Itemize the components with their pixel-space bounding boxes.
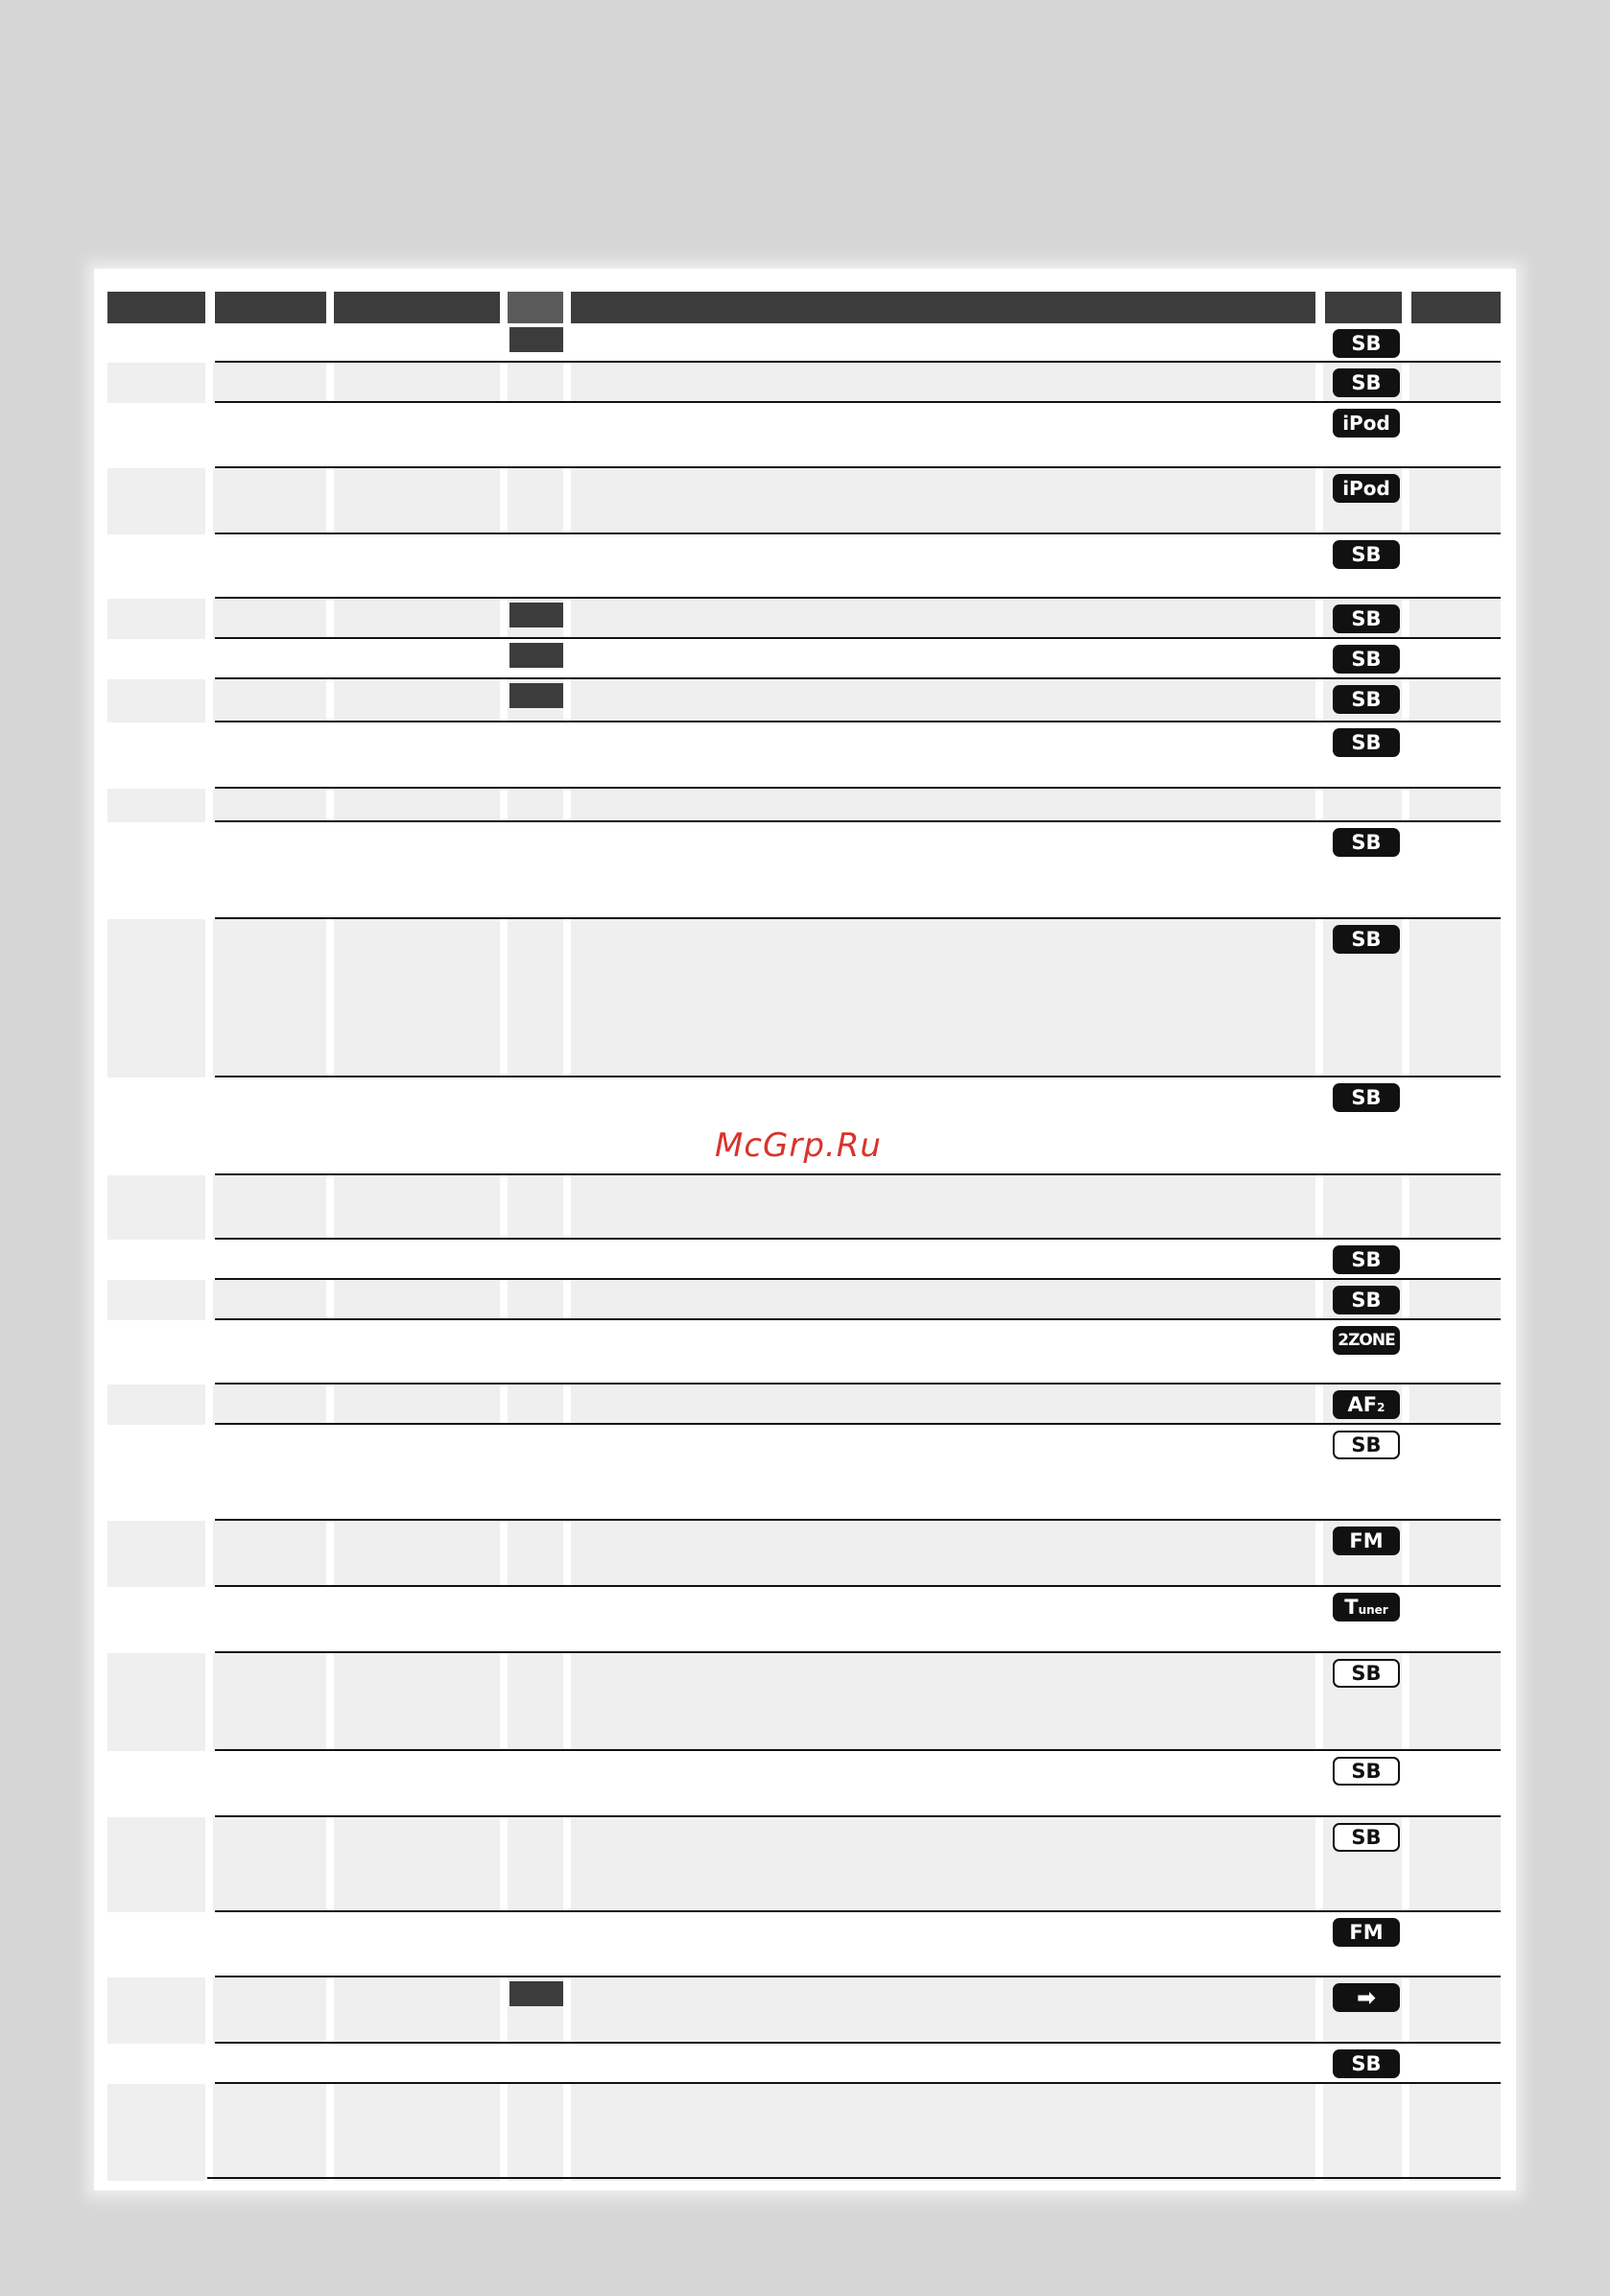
- column-separator: [326, 822, 334, 919]
- column-separator: [205, 1280, 213, 1320]
- table-row: [107, 1385, 1501, 1425]
- column-separator: [1402, 2084, 1409, 2181]
- column-separator: [1402, 2044, 1409, 2084]
- column-separator: [1315, 919, 1323, 1077]
- column-separator: [205, 919, 213, 1077]
- column-separator: [326, 1320, 334, 1385]
- badge-sublabel: uner: [1358, 1603, 1388, 1617]
- source-badge-icon: [1333, 409, 1400, 438]
- column-separator: [563, 1077, 571, 1175]
- column-separator: [563, 919, 571, 1077]
- source-badge-icon: [1333, 368, 1400, 397]
- source-badge-icon: [1333, 1823, 1400, 1852]
- column-separator: [1315, 639, 1323, 679]
- column-separator: [326, 1653, 334, 1751]
- badge-label: SB: [1351, 332, 1382, 355]
- column-separator: [500, 919, 508, 1077]
- source-badge-icon: [1333, 1326, 1400, 1355]
- source-badge-icon: [1333, 474, 1400, 503]
- source-badge-icon: [1333, 645, 1400, 674]
- column-separator: [205, 323, 213, 363]
- column-separator: [563, 2044, 571, 2084]
- column-separator: [500, 403, 508, 468]
- table-row: [107, 2084, 1501, 2181]
- column-separator: [500, 1385, 508, 1425]
- column-separator: [500, 2084, 508, 2181]
- column-separator: [563, 1425, 571, 1521]
- column-separator: [1315, 1175, 1323, 1240]
- badge-label: SB: [1351, 1289, 1382, 1312]
- badge-label: FM: [1349, 1921, 1384, 1944]
- column-separator: [500, 599, 508, 639]
- column-separator: [1315, 323, 1323, 363]
- column-separator: [500, 822, 508, 919]
- column-separator: [326, 2084, 334, 2181]
- badge-label: SB: [1351, 831, 1382, 854]
- header-cell-3: [334, 292, 500, 323]
- column-separator: [326, 1521, 334, 1587]
- source-badge-icon: [1333, 1593, 1400, 1621]
- badge-sublabel: 2: [1377, 1401, 1385, 1414]
- table-row: [107, 1751, 1501, 1817]
- table-row: [107, 1240, 1501, 1280]
- column-separator: [563, 1320, 571, 1385]
- watermark: McGrp.Ru: [715, 1126, 882, 1165]
- source-badge-icon: [1333, 1983, 1400, 2012]
- column-separator: [326, 323, 334, 363]
- column-separator: [326, 639, 334, 679]
- column-separator: [1315, 1521, 1323, 1587]
- column-separator: [326, 1425, 334, 1521]
- column-separator: [563, 534, 571, 599]
- table-row: [107, 403, 1501, 468]
- column-separator: [326, 679, 334, 722]
- source-badge-icon: [1333, 1918, 1400, 1947]
- badge-label: SB: [1351, 543, 1382, 566]
- table-row: [107, 679, 1501, 722]
- column-separator: [1315, 534, 1323, 599]
- column-separator: [1402, 1587, 1409, 1653]
- column-separator: [500, 1977, 508, 2044]
- column-separator: [326, 1077, 334, 1175]
- table-row: [107, 468, 1501, 534]
- column-separator: [563, 1280, 571, 1320]
- column-separator: [1402, 1280, 1409, 1320]
- column-separator: [1315, 1653, 1323, 1751]
- manual-page: [94, 269, 1516, 2190]
- source-badge-icon: [1333, 540, 1400, 569]
- column-separator: [500, 1521, 508, 1587]
- column-separator: [500, 1077, 508, 1175]
- column-separator: [1315, 2044, 1323, 2084]
- column-separator: [1402, 534, 1409, 599]
- column-separator: [563, 1240, 571, 1280]
- column-separator: [326, 468, 334, 534]
- column-separator: [205, 1240, 213, 1280]
- column-separator: [1402, 599, 1409, 639]
- column-separator: [563, 1175, 571, 1240]
- column-separator: [563, 599, 571, 639]
- column-separator: [205, 599, 213, 639]
- column-separator: [500, 1912, 508, 1977]
- column-separator: [205, 1077, 213, 1175]
- table-row: [107, 1587, 1501, 1653]
- column-separator: [205, 822, 213, 919]
- badge-label: SB: [1351, 1760, 1382, 1783]
- column-separator: [1402, 1912, 1409, 1977]
- column-separator: [500, 1425, 508, 1521]
- column-separator: [500, 1751, 508, 1817]
- column-separator: [326, 403, 334, 468]
- column-separator: [1315, 1751, 1323, 1817]
- source-badge-icon: [1333, 1390, 1400, 1419]
- table-row: [107, 919, 1501, 1077]
- column-separator: [205, 1175, 213, 1240]
- column-separator: [563, 2084, 571, 2181]
- badge-label: ➡: [1356, 1984, 1377, 2011]
- column-separator: [326, 599, 334, 639]
- column-separator: [563, 822, 571, 919]
- column-separator: [205, 403, 213, 468]
- column-separator: [563, 1912, 571, 1977]
- table-row: [107, 534, 1501, 599]
- badge-label: SB: [1351, 2052, 1382, 2075]
- column-separator: [1402, 1385, 1409, 1425]
- column-separator: [1402, 1751, 1409, 1817]
- table-row: [107, 1817, 1501, 1912]
- source-badge-icon: [1333, 1659, 1400, 1688]
- column-separator: [1315, 789, 1323, 822]
- badge-label: SB: [1351, 1433, 1382, 1456]
- column-separator: [205, 2084, 213, 2181]
- column-separator: [1402, 1817, 1409, 1912]
- column-separator: [563, 1587, 571, 1653]
- column-separator: [1402, 363, 1409, 403]
- column-separator: [1402, 1077, 1409, 1175]
- column-separator: [500, 1175, 508, 1240]
- source-badge-icon: [1333, 1757, 1400, 1786]
- column-separator: [500, 1817, 508, 1912]
- column-separator: [1315, 2084, 1323, 2181]
- column-separator: [500, 534, 508, 599]
- badge-label: SB: [1351, 648, 1382, 671]
- table-bottom-rule: [207, 2177, 1501, 2179]
- header-cell-6: [1325, 292, 1402, 323]
- column-separator: [205, 1521, 213, 1587]
- column-separator: [205, 1385, 213, 1425]
- column-separator: [1315, 1587, 1323, 1653]
- badge-label: SB: [1351, 928, 1382, 951]
- header-cell-2: [215, 292, 326, 323]
- column-marker: [509, 603, 563, 627]
- column-separator: [563, 363, 571, 403]
- table-row: [107, 2044, 1501, 2084]
- column-separator: [1315, 1320, 1323, 1385]
- column-marker: [509, 1981, 563, 2006]
- column-separator: [326, 1817, 334, 1912]
- column-separator: [563, 789, 571, 822]
- column-separator: [500, 468, 508, 534]
- column-separator: [563, 1521, 571, 1587]
- source-badge-icon: [1333, 1431, 1400, 1459]
- column-separator: [1315, 1077, 1323, 1175]
- badge-label: SB: [1351, 1826, 1382, 1849]
- column-separator: [205, 679, 213, 722]
- column-separator: [1402, 1175, 1409, 1240]
- column-separator: [205, 1653, 213, 1751]
- table-row: [107, 599, 1501, 639]
- column-separator: [500, 1320, 508, 1385]
- column-separator: [326, 919, 334, 1077]
- column-separator: [563, 1653, 571, 1751]
- column-separator: [1315, 1385, 1323, 1425]
- column-separator: [1315, 1817, 1323, 1912]
- column-separator: [1315, 363, 1323, 403]
- column-separator: [1402, 403, 1409, 468]
- source-badge-icon: [1333, 728, 1400, 757]
- column-separator: [1402, 639, 1409, 679]
- column-separator: [205, 534, 213, 599]
- badge-label: iPod: [1342, 477, 1390, 500]
- column-separator: [326, 722, 334, 789]
- column-marker: [509, 327, 563, 352]
- column-separator: [326, 1175, 334, 1240]
- table-row: [107, 822, 1501, 919]
- table-row: [107, 789, 1501, 822]
- table-row: [107, 323, 1501, 363]
- column-separator: [1402, 468, 1409, 534]
- badge-label: SB: [1351, 1662, 1382, 1685]
- column-separator: [326, 1240, 334, 1280]
- column-separator: [205, 1912, 213, 1977]
- column-separator: [326, 1587, 334, 1653]
- column-separator: [1315, 1912, 1323, 1977]
- column-separator: [205, 1587, 213, 1653]
- badge-label: iPod: [1342, 412, 1390, 435]
- column-separator: [1402, 1240, 1409, 1280]
- column-separator: [500, 1653, 508, 1751]
- column-separator: [1402, 1653, 1409, 1751]
- column-separator: [563, 323, 571, 363]
- badge-label: 2ZONE: [1338, 1331, 1395, 1350]
- column-separator: [205, 363, 213, 403]
- table-row: [107, 1280, 1501, 1320]
- column-separator: [1315, 599, 1323, 639]
- column-marker: [509, 683, 563, 708]
- column-separator: [1402, 323, 1409, 363]
- column-separator: [205, 1751, 213, 1817]
- badge-label: SB: [1351, 1086, 1382, 1109]
- column-separator: [500, 789, 508, 822]
- column-separator: [563, 679, 571, 722]
- column-separator: [1315, 722, 1323, 789]
- column-separator: [326, 363, 334, 403]
- column-separator: [500, 1240, 508, 1280]
- header-cell-7: [1411, 292, 1501, 323]
- column-separator: [500, 1587, 508, 1653]
- column-separator: [1402, 822, 1409, 919]
- column-separator: [205, 1817, 213, 1912]
- column-separator: [563, 722, 571, 789]
- column-separator: [326, 2044, 334, 2084]
- column-marker: [509, 643, 563, 668]
- table-row: [107, 1912, 1501, 1977]
- column-separator: [563, 1385, 571, 1425]
- source-badge-icon: [1333, 329, 1400, 358]
- table-row: [107, 1521, 1501, 1587]
- column-separator: [1315, 403, 1323, 468]
- table-row: [107, 1425, 1501, 1521]
- badge-label: SB: [1351, 688, 1382, 711]
- column-separator: [205, 1977, 213, 2044]
- column-separator: [1402, 1425, 1409, 1521]
- column-separator: [500, 363, 508, 403]
- source-badge-icon: [1333, 604, 1400, 633]
- badge-label: SB: [1351, 371, 1382, 394]
- column-separator: [326, 534, 334, 599]
- column-separator: [500, 679, 508, 722]
- column-separator: [1402, 789, 1409, 822]
- column-separator: [1315, 1280, 1323, 1320]
- source-badge-icon: [1333, 685, 1400, 714]
- badge-label: SB: [1351, 607, 1382, 630]
- column-separator: [205, 468, 213, 534]
- column-separator: [563, 468, 571, 534]
- badge-label: SB: [1351, 1248, 1382, 1271]
- column-separator: [1315, 468, 1323, 534]
- column-separator: [563, 639, 571, 679]
- badge-label: AF: [1347, 1393, 1378, 1416]
- source-badge-icon: [1333, 1527, 1400, 1555]
- source-badge-icon: [1333, 1286, 1400, 1314]
- table-row: [107, 722, 1501, 789]
- column-separator: [563, 1817, 571, 1912]
- header-cell-4: [508, 292, 563, 323]
- table-row: [107, 1653, 1501, 1751]
- column-separator: [326, 789, 334, 822]
- column-separator: [205, 2044, 213, 2084]
- column-separator: [205, 639, 213, 679]
- column-separator: [500, 323, 508, 363]
- column-separator: [500, 639, 508, 679]
- badge-label: SB: [1351, 731, 1382, 754]
- column-separator: [1402, 1521, 1409, 1587]
- column-separator: [326, 1280, 334, 1320]
- column-separator: [1402, 722, 1409, 789]
- badge-label: FM: [1349, 1529, 1384, 1552]
- column-separator: [205, 789, 213, 822]
- source-badge-icon: [1333, 828, 1400, 857]
- column-separator: [326, 1912, 334, 1977]
- column-separator: [1315, 1240, 1323, 1280]
- source-badge-icon: [1333, 925, 1400, 954]
- column-separator: [1315, 679, 1323, 722]
- column-separator: [500, 2044, 508, 2084]
- column-separator: [205, 722, 213, 789]
- column-separator: [326, 1977, 334, 2044]
- column-separator: [563, 1977, 571, 2044]
- column-separator: [563, 403, 571, 468]
- column-separator: [1402, 919, 1409, 1077]
- source-badge-icon: [1333, 1245, 1400, 1274]
- badge-label: T: [1344, 1596, 1359, 1619]
- table-row: [107, 1977, 1501, 2044]
- column-separator: [326, 1751, 334, 1817]
- column-separator: [563, 1751, 571, 1817]
- header-cell-1: [107, 292, 205, 323]
- column-separator: [1402, 1320, 1409, 1385]
- column-separator: [500, 1280, 508, 1320]
- column-separator: [500, 722, 508, 789]
- table-row: [107, 363, 1501, 403]
- column-separator: [1315, 1977, 1323, 2044]
- source-badge-icon: [1333, 2049, 1400, 2078]
- column-separator: [205, 1320, 213, 1385]
- table-row: [107, 1320, 1501, 1385]
- column-separator: [205, 1425, 213, 1521]
- column-separator: [1315, 1425, 1323, 1521]
- table-row: [107, 639, 1501, 679]
- column-separator: [1315, 822, 1323, 919]
- column-separator: [1402, 1977, 1409, 2044]
- table-row: [107, 1175, 1501, 1240]
- column-separator: [1402, 679, 1409, 722]
- header-cell-5: [571, 292, 1315, 323]
- source-badge-icon: [1333, 1083, 1400, 1112]
- column-separator: [326, 1385, 334, 1425]
